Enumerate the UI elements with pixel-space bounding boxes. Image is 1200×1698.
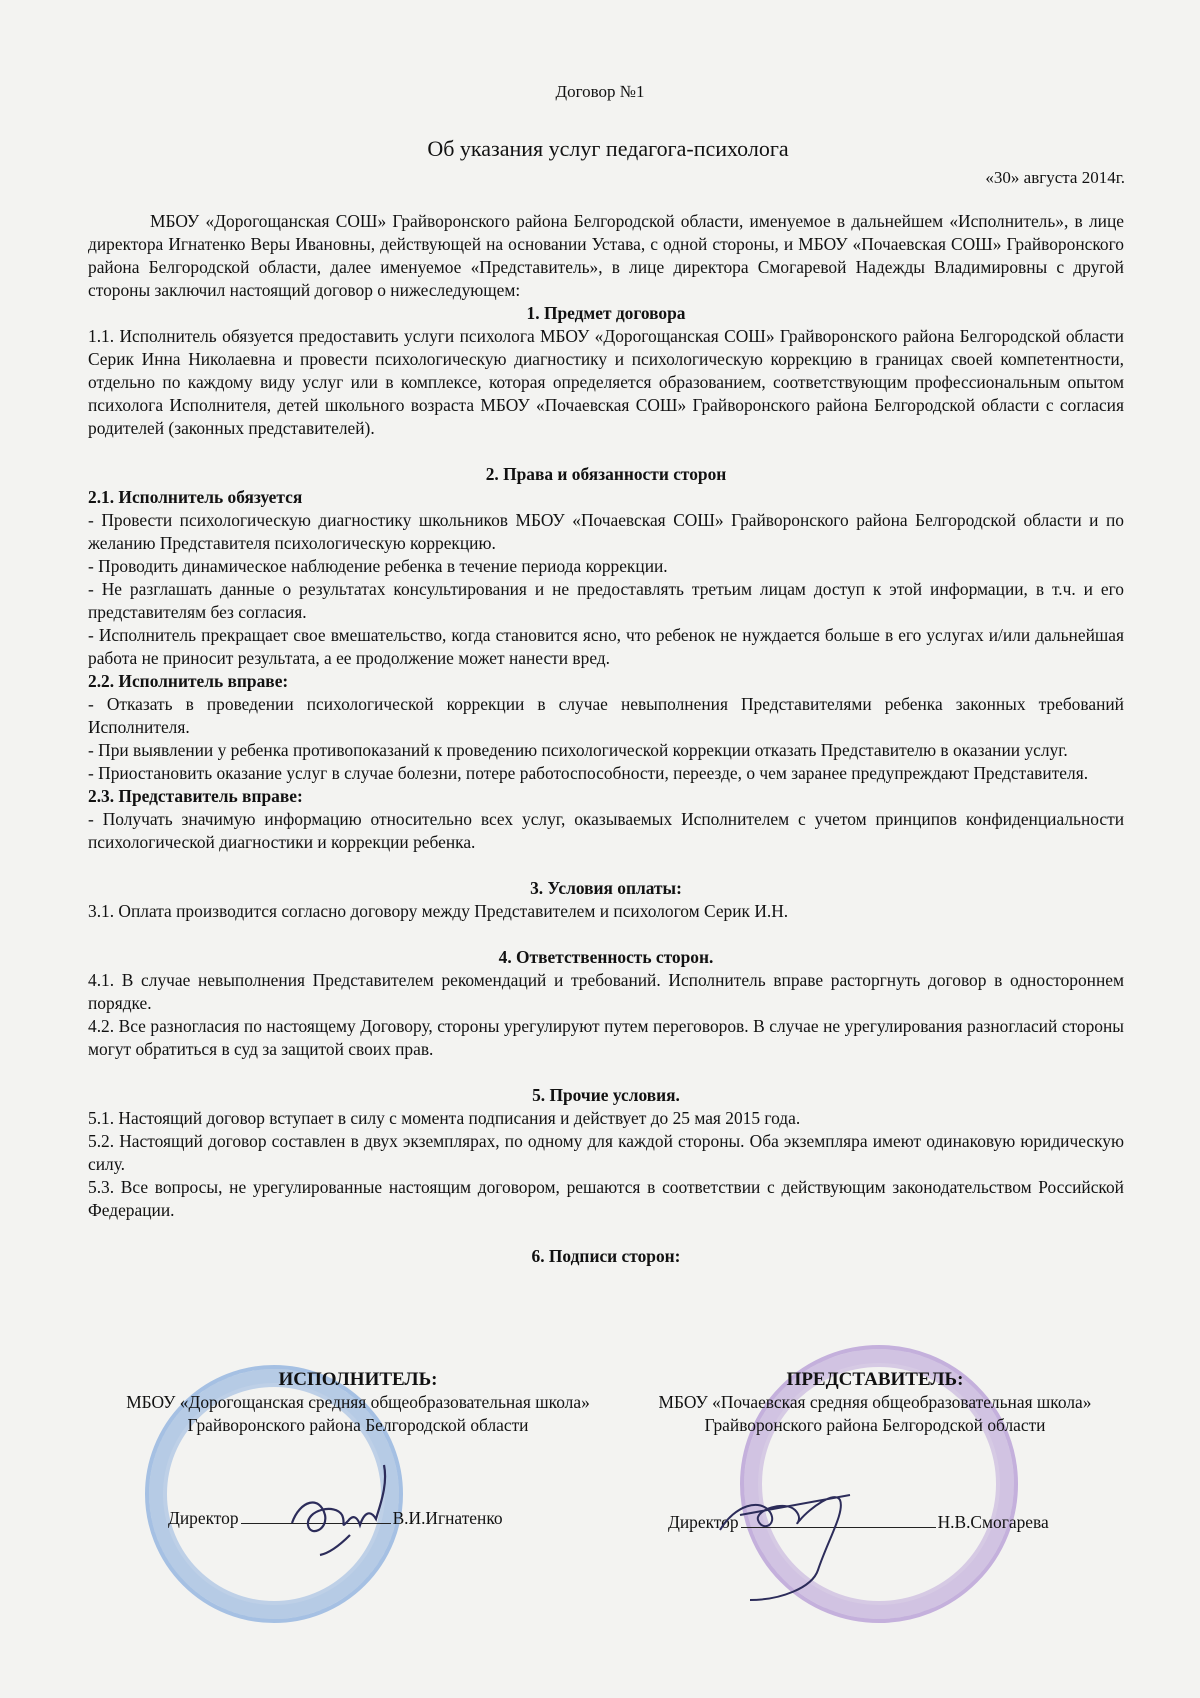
- section-2-1-heading: 2.1. Исполнитель обязуется: [88, 487, 303, 507]
- representative-role: ПРЕДСТАВИТЕЛЬ:: [786, 1369, 964, 1390]
- section-1-paragraph-1: 1.1. Исполнитель обязуется предоставить услуги психолога МБОУ «Дорогощанская СОШ» Грайворонского района Белгородской области Серик Инна Николаевна и провести психологическую диагностику и психологическую коррекцию в границах своей компетентности, отдельно по каждому виду услуг или в комплексе, которая определяется образованием, соответствующим профессиональным опытом психолога Исполнителя, детей школьного возраста МБОУ «Почаевская СОШ» Грайворонского района Белгородской области с согласия родителей (законных представителей).: [88, 326, 1124, 438]
- executor-title: Директор: [168, 1508, 239, 1528]
- representative-handwritten-signature: [700, 1470, 900, 1610]
- section-2-2-heading: 2.2. Исполнитель вправе:: [88, 671, 289, 691]
- contract-body: [88, 210, 1124, 1268]
- contract-title: Об указания услуг педагога-психолога: [427, 136, 789, 161]
- executor-handwritten-signature: [280, 1445, 400, 1565]
- section-5-paragraph-3: 5.3. Все вопросы, не урегулированные настоящим договором, решаются в соответствии с действующим законодательством Российской Федерации.: [88, 1177, 1124, 1220]
- section-2-1-item: - Проводить динамическое наблюдение ребенка в течение периода коррекции.: [88, 556, 668, 576]
- section-2-1-item: - Не разглашать данные о результатах консультирования и не предоставлять третьим лицам доступ к этой информации, в т.ч. и его представителям без согласия.: [88, 579, 1124, 622]
- representative-org: МБОУ «Почаевская средняя общеобразовательная школа» Грайворонского района Белгородской области: [658, 1392, 1092, 1435]
- section-2-2-item: - При выявлении у ребенка противопоказаний к проведению психологической коррекции отказать Представителю в оказании услуг.: [88, 740, 1068, 760]
- section-5-paragraph-1: 5.1. Настоящий договор вступает в силу с момента подписания и действует до 25 мая 2015 года.: [88, 1108, 801, 1128]
- section-2-1-item: - Исполнитель прекращает свое вмешательство, когда становится ясно, что ребенок не нуждается больше в его услугах и/или дальнейшая работа не приносит результата, а ее продолжение может нанести вред.: [88, 625, 1124, 668]
- section-1-heading: 1. Предмет договора: [526, 303, 686, 323]
- executor-signature-block: [118, 1368, 598, 1437]
- representative-signature-block: [640, 1368, 1110, 1437]
- section-4-paragraph-1: 4.1. В случае невыполнения Представителем рекомендаций и требований. Исполнитель вправе расторгнуть договор в одностороннем порядке.: [88, 970, 1124, 1013]
- executor-org: МБОУ «Дорогощанская средняя общеобразовательная школа» Грайворонского района Белгородской области: [126, 1392, 590, 1435]
- preamble: МБОУ «Дорогощанская СОШ» Грайворонского района Белгородской области, именуемое в дальнейшем «Исполнитель», в лице директора Игнатенко Веры Ивановны, действующей на основании Устава, с одной стороны, и МБОУ «Почаевская СОШ» Грайворонского района Белгородской области, далее именуемое «Представитель», в лице директора Смогаревой Надежды Владимировны с другой стороны заключил настоящий договор о нижеследующем:: [88, 211, 1124, 300]
- section-4-paragraph-2: 4.2. Все разногласия по настоящему Договору, стороны урегулируют путем переговоров. В случае не урегулирования разногласий стороны могут обратиться в суд за защитой своих прав.: [88, 1016, 1124, 1059]
- section-5-paragraph-2: 5.2. Настоящий договор составлен в двух экземплярах, по одному для каждой стороны. Оба экземпляра имеют одинаковую юридическую силу.: [88, 1131, 1124, 1174]
- contract-date: «30» августа 2014г.: [985, 168, 1125, 187]
- section-3-heading: 3. Условия оплаты:: [530, 878, 682, 898]
- section-4-heading: 4. Ответственность сторон.: [498, 947, 714, 967]
- executor-name: В.И.Игнатенко: [392, 1508, 503, 1528]
- representative-title: Директор: [668, 1512, 739, 1532]
- representative-name: Н.В.Смогарева: [937, 1512, 1049, 1532]
- section-2-heading: 2. Права и обязанности сторон: [485, 464, 727, 484]
- section-2-2-item: - Отказать в проведении психологической коррекции в случае невыполнения Представителями ребенка законных требований Исполнителя.: [88, 694, 1124, 737]
- section-5-heading: 5. Прочие условия.: [532, 1085, 680, 1105]
- section-2-3-item: - Получать значимую информацию относительно всех услуг, оказываемых Исполнителем с учетом принципов конфиденциальности психологической диагностики и коррекции ребенка.: [88, 809, 1124, 852]
- section-6-heading: 6. Подписи сторон:: [531, 1246, 681, 1266]
- section-3-paragraph-1: 3.1. Оплата производится согласно договору между Представителем и психологом Серик И.Н.: [88, 901, 789, 921]
- contract-number: Договор №1: [555, 82, 645, 101]
- section-2-1-item: - Провести психологическую диагностику школьников МБОУ «Почаевская СОШ» Грайворонского района Белгородской области и по желанию Представителя психологическую коррекцию.: [88, 510, 1124, 553]
- section-2-3-heading: 2.3. Представитель вправе:: [88, 786, 303, 806]
- executor-role: ИСПОЛНИТЕЛЬ:: [278, 1369, 438, 1390]
- section-2-2-item: - Приостановить оказание услуг в случае болезни, потере работоспособности, переезде, о чем заранее предупреждают Представителя.: [88, 763, 1089, 783]
